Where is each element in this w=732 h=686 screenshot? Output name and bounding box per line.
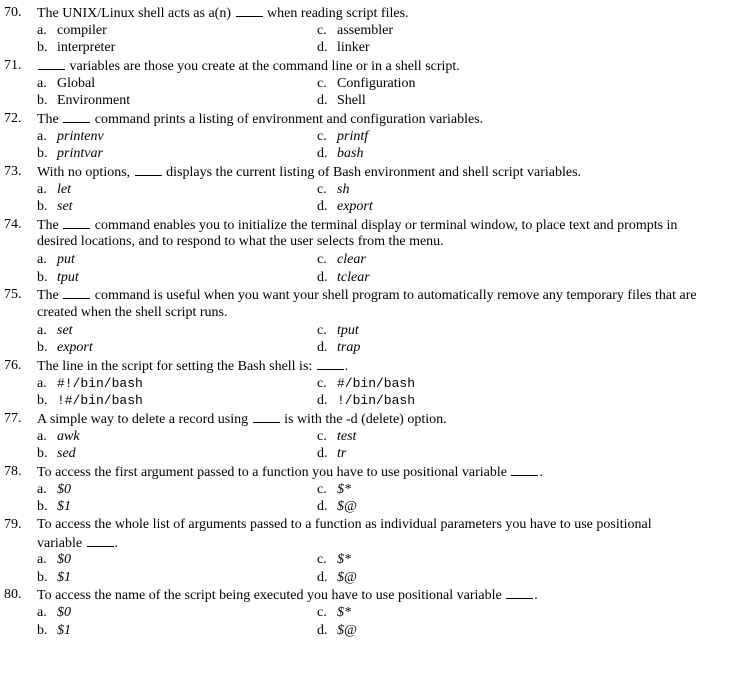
- option-text: $0: [57, 481, 71, 497]
- options-row: [0, 375, 732, 392]
- question-number: 72.: [4, 110, 22, 126]
- options-row: [0, 622, 732, 639]
- option-b[interactable]: [37, 198, 73, 215]
- question-text: The UNIX/Linux shell acts as a(n): [37, 6, 235, 21]
- option-text: compiler: [57, 22, 107, 38]
- question-text: command prints a listing of environment and configuration variables.: [91, 111, 484, 127]
- option-text: !/bin/bash: [337, 393, 416, 409]
- answer-blank: [63, 216, 90, 229]
- option-letter: c.: [317, 428, 327, 444]
- option-letter: a.: [37, 75, 47, 91]
- option-text: set: [57, 199, 73, 215]
- option-text: interpreter: [57, 40, 116, 56]
- question-text: variable: [37, 535, 86, 551]
- option-b[interactable]: [37, 392, 143, 409]
- question-text: A simple way to delete a record using: [37, 411, 252, 427]
- options-row: [0, 339, 732, 356]
- option-text: $1: [57, 622, 71, 638]
- options-row: [0, 428, 732, 445]
- option-text: Global: [57, 75, 96, 91]
- question-text: To access the name of the script being executed you have to use positional variable: [37, 588, 506, 604]
- option-text: $*: [337, 605, 351, 621]
- question-number: 80.: [4, 587, 22, 603]
- question-number: 78.: [4, 463, 22, 479]
- option-c[interactable]: [317, 22, 393, 39]
- option-b[interactable]: [37, 145, 103, 162]
- option-a[interactable]: [37, 604, 71, 621]
- option-text: $@: [337, 622, 357, 638]
- question-number: 73.: [4, 163, 22, 179]
- option-text: tclear: [337, 269, 370, 285]
- option-text: #!/bin/bash: [57, 375, 143, 391]
- question-stem-line: [0, 586, 732, 603]
- option-a[interactable]: [37, 428, 80, 445]
- option-text: clear: [337, 252, 366, 268]
- question-number: 79.: [4, 516, 22, 532]
- options-row: [0, 181, 732, 198]
- option-letter: d.: [317, 199, 328, 215]
- option-letter: b.: [37, 93, 48, 109]
- options-row: [0, 322, 732, 339]
- option-letter: c.: [317, 22, 327, 38]
- question-text: desired locations, and to respond to what the user selects from the menu.: [37, 234, 444, 250]
- option-letter: c.: [317, 322, 327, 338]
- option-letter: a.: [37, 181, 47, 197]
- option-d[interactable]: [317, 145, 363, 162]
- answer-blank: [38, 57, 65, 70]
- option-text: $0: [57, 552, 71, 568]
- option-text: $*: [337, 552, 351, 568]
- question-text: With no options,: [37, 164, 134, 180]
- option-a[interactable]: [37, 481, 71, 498]
- answer-blank: [87, 534, 114, 547]
- option-text: linker: [337, 40, 370, 56]
- option-text: awk: [57, 428, 80, 444]
- question-text: The line in the script for setting the Bash shell is:: [37, 359, 316, 374]
- question-stem-line: [0, 286, 732, 303]
- option-b[interactable]: [37, 339, 93, 356]
- question-text: command is useful when you want your shell program to automatically remove any temporary files that are: [91, 288, 697, 304]
- option-letter: b.: [37, 340, 48, 356]
- option-text: test: [337, 428, 357, 444]
- options-row: [0, 92, 732, 109]
- question-text: The: [37, 217, 63, 233]
- options-row: [0, 445, 732, 462]
- option-text: tr: [337, 446, 347, 462]
- option-letter: a.: [37, 428, 47, 444]
- option-letter: d.: [317, 269, 328, 285]
- option-text: !#/bin/bash: [57, 393, 143, 409]
- option-c[interactable]: [317, 181, 349, 198]
- options-row: [0, 569, 732, 586]
- option-text: export: [337, 199, 373, 215]
- option-text: $1: [57, 569, 71, 585]
- option-text: printenv: [57, 128, 104, 144]
- question-stem-line: [0, 534, 732, 551]
- option-text: Configuration: [337, 75, 416, 91]
- option-d[interactable]: [317, 92, 366, 109]
- options-row: [0, 551, 732, 568]
- option-text: sh: [337, 181, 350, 197]
- option-c[interactable]: [317, 551, 351, 568]
- option-a[interactable]: [37, 75, 95, 92]
- option-text: $@: [337, 499, 357, 515]
- question-stem-line: [0, 516, 732, 533]
- option-text: Environment: [57, 93, 131, 109]
- question-text: The: [37, 111, 63, 127]
- option-letter: d.: [317, 622, 328, 638]
- question-text: displays the current listing of Bash environment and shell script variables.: [162, 164, 582, 180]
- options-row: [0, 39, 732, 56]
- options-row: [0, 498, 732, 515]
- question-text: .: [344, 359, 349, 374]
- question-text: when reading script files.: [263, 6, 409, 21]
- answer-blank: [317, 357, 344, 370]
- option-c[interactable]: [317, 322, 359, 339]
- option-letter: a.: [37, 552, 47, 568]
- option-letter: b.: [37, 393, 48, 409]
- option-letter: c.: [317, 181, 327, 197]
- option-text: $1: [57, 499, 71, 515]
- question-text: is with the -d (delete) option.: [280, 411, 447, 427]
- answer-blank: [511, 463, 538, 476]
- option-a[interactable]: [37, 22, 107, 39]
- option-b[interactable]: [37, 498, 71, 515]
- option-a[interactable]: [37, 551, 71, 568]
- option-a[interactable]: [37, 128, 104, 145]
- option-letter: d.: [317, 146, 328, 162]
- option-letter: a.: [37, 605, 47, 621]
- option-text: export: [57, 340, 93, 356]
- option-letter: b.: [37, 269, 48, 285]
- options-row: [0, 75, 732, 92]
- option-letter: b.: [37, 446, 48, 462]
- option-letter: c.: [317, 375, 327, 391]
- option-text: tput: [57, 269, 79, 285]
- option-letter: b.: [37, 40, 48, 56]
- question-number: 74.: [4, 216, 22, 232]
- option-b[interactable]: [37, 92, 130, 109]
- option-d[interactable]: [317, 445, 346, 462]
- option-b[interactable]: [37, 269, 79, 286]
- option-text: put: [57, 252, 75, 268]
- option-d[interactable]: [317, 339, 360, 356]
- question-stem-line: [0, 304, 732, 321]
- option-letter: c.: [317, 552, 327, 568]
- option-letter: a.: [37, 322, 47, 338]
- question-stem-line: [0, 357, 732, 374]
- answer-blank: [63, 286, 90, 299]
- option-text: bash: [337, 146, 364, 162]
- option-a[interactable]: [37, 375, 143, 392]
- option-c[interactable]: [317, 375, 415, 392]
- option-b[interactable]: [37, 622, 71, 639]
- option-d[interactable]: [317, 392, 415, 409]
- option-c[interactable]: [317, 251, 366, 268]
- options-row: [0, 251, 732, 268]
- option-letter: d.: [317, 569, 328, 585]
- option-b[interactable]: [37, 39, 115, 56]
- answer-blank: [236, 4, 263, 17]
- option-text: trap: [337, 340, 361, 356]
- option-text: $0: [57, 605, 71, 621]
- option-d[interactable]: [317, 569, 357, 586]
- option-letter: c.: [317, 605, 327, 621]
- question-text: .: [534, 588, 538, 604]
- question-number: 75.: [4, 287, 22, 303]
- option-letter: d.: [317, 446, 328, 462]
- question-text: To access the whole list of arguments passed to a function as individual parameters you have to use positional: [37, 516, 652, 532]
- option-letter: b.: [37, 569, 48, 585]
- option-letter: d.: [317, 93, 328, 109]
- option-text: $*: [337, 481, 351, 497]
- question-stem-line: [0, 410, 732, 427]
- option-letter: d.: [317, 499, 328, 515]
- option-letter: b.: [37, 622, 48, 638]
- question-stem-line: [0, 4, 732, 21]
- option-letter: c.: [317, 252, 327, 268]
- option-text: sed: [57, 446, 76, 462]
- option-a[interactable]: [37, 181, 71, 198]
- question-text: The: [37, 288, 63, 304]
- option-letter: c.: [317, 128, 327, 144]
- option-b[interactable]: [37, 445, 76, 462]
- question-number: 70.: [4, 5, 22, 20]
- option-d[interactable]: [317, 498, 357, 515]
- option-text: tput: [337, 322, 359, 338]
- option-text: set: [57, 322, 73, 338]
- option-text: printvar: [57, 146, 103, 162]
- option-d[interactable]: [317, 269, 370, 286]
- answer-blank: [135, 163, 162, 176]
- option-letter: a.: [37, 22, 47, 38]
- options-row: [0, 145, 732, 162]
- options-row: [0, 128, 732, 145]
- option-c[interactable]: [317, 75, 416, 92]
- options-row: [0, 392, 732, 409]
- option-letter: a.: [37, 375, 47, 391]
- question-number: 76.: [4, 358, 22, 373]
- option-letter: b.: [37, 146, 48, 162]
- option-d[interactable]: [317, 39, 370, 56]
- question-stem-line: [0, 110, 732, 127]
- option-c[interactable]: [317, 481, 351, 498]
- option-letter: d.: [317, 340, 328, 356]
- option-b[interactable]: [37, 569, 71, 586]
- option-text: Shell: [337, 93, 366, 109]
- option-letter: c.: [317, 75, 327, 91]
- options-row: [0, 269, 732, 286]
- options-row: [0, 22, 732, 39]
- question-text: variables are those you create at the command line or in a shell script.: [66, 58, 460, 74]
- question-stem-line: [0, 163, 732, 180]
- question-stem-line: [0, 57, 732, 74]
- option-letter: d.: [317, 40, 328, 56]
- option-c[interactable]: [317, 428, 356, 445]
- option-letter: b.: [37, 499, 48, 515]
- question-stem-line: [0, 233, 732, 250]
- option-text: printf: [337, 128, 369, 144]
- option-text: $@: [337, 569, 357, 585]
- option-letter: b.: [37, 199, 48, 215]
- option-a[interactable]: [37, 322, 73, 339]
- answer-blank: [253, 410, 280, 423]
- question-text: created when the shell script runs.: [37, 305, 228, 321]
- question-text: To access the first argument passed to a function you have to use positional variable: [37, 464, 511, 480]
- option-letter: c.: [317, 481, 327, 497]
- option-c[interactable]: [317, 604, 351, 621]
- option-c[interactable]: [317, 128, 368, 145]
- option-letter: d.: [317, 393, 328, 409]
- option-text: assembler: [337, 22, 393, 38]
- option-a[interactable]: [37, 251, 75, 268]
- option-letter: a.: [37, 481, 47, 497]
- question-stem-line: [0, 216, 732, 233]
- options-row: [0, 198, 732, 215]
- option-letter: a.: [37, 128, 47, 144]
- option-d[interactable]: [317, 622, 357, 639]
- option-letter: a.: [37, 252, 47, 268]
- question-number: 71.: [4, 57, 22, 73]
- options-row: [0, 481, 732, 498]
- question-text: .: [114, 535, 119, 551]
- question-text: .: [539, 464, 543, 480]
- option-d[interactable]: [317, 198, 373, 215]
- answer-blank: [506, 586, 533, 599]
- options-row: [0, 604, 732, 621]
- question-stem-line: [0, 463, 732, 480]
- option-text: #/bin/bash: [337, 375, 416, 391]
- question-text: command enables you to initialize the terminal display or terminal window, to place text and prompts in: [91, 217, 678, 233]
- answer-blank: [63, 110, 90, 123]
- option-text: let: [57, 181, 71, 197]
- question-number: 77.: [4, 410, 22, 426]
